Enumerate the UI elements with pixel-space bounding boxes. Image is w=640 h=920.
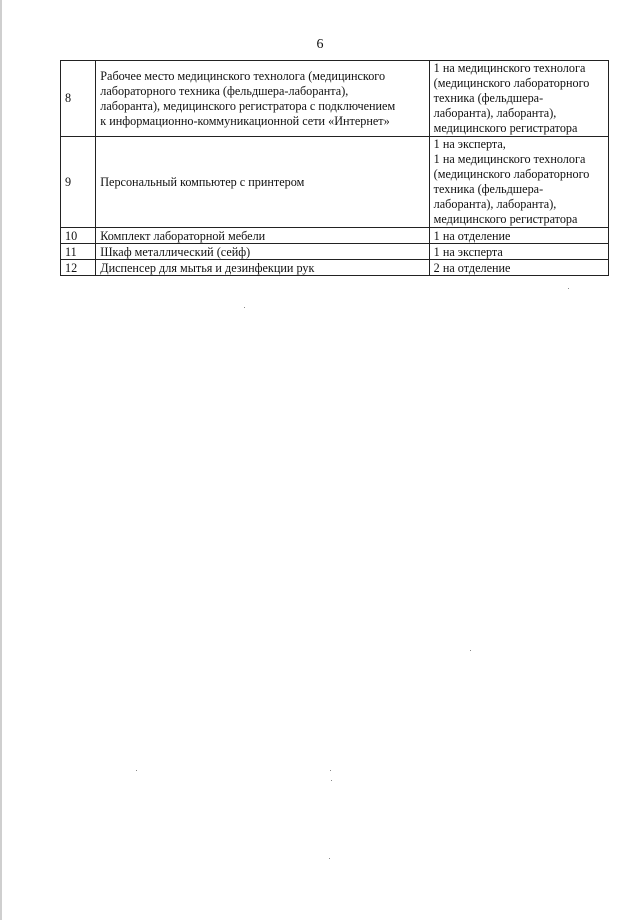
quantity-line: медицинского регистратора (433, 121, 578, 135)
quantity-line: 1 на медицинского технолога (433, 152, 586, 166)
quantity-line: (медицинского лабораторного (433, 167, 590, 181)
name-line: лабораторного техника (фельдшера-лаборанта), (100, 83, 349, 98)
table-row (61, 228, 609, 244)
table-row (61, 260, 609, 276)
table-row (61, 137, 609, 228)
row-number: 9 (61, 137, 96, 228)
equipment-name: Диспенсер для мытья и дезинфекции рук (96, 260, 429, 276)
equipment-quantity: 1 на отделение (429, 228, 608, 244)
page-number: 6 (316, 37, 324, 52)
quantity-line: техника (фельдшера- (433, 182, 544, 196)
equipment-name (96, 61, 429, 137)
table-row (61, 61, 609, 137)
quantity-line: (медицинского лабораторного (433, 76, 590, 90)
scan-edge (0, 0, 2, 920)
equipment-name: Комплект лабораторной мебели (96, 228, 429, 244)
quantity-line: лаборанта), лаборанта), (433, 106, 557, 120)
equipment-quantity (429, 137, 608, 228)
row-number: 8 (61, 61, 96, 137)
equipment-table (60, 60, 609, 276)
name-line: к информационно-коммуникационной сети «Интернет» (100, 113, 390, 128)
name-line: Рабочее место медицинского технолога (медицинского (100, 68, 386, 83)
row-number: 12 (61, 260, 96, 276)
name-line: Персональный компьютер с принтером (100, 174, 305, 189)
quantity-line: лаборанта), лаборанта), (433, 197, 557, 211)
name-line: лаборанта), медицинского регистратора с подключением (100, 98, 396, 113)
table-row (61, 244, 609, 260)
equipment-quantity (429, 61, 608, 137)
equipment-name (96, 137, 429, 228)
equipment-name: Шкаф металлический (сейф) (96, 244, 429, 260)
quantity-line: медицинского регистратора (433, 212, 578, 226)
quantity-line: 1 на эксперта, (433, 137, 506, 151)
quantity-line: техника (фельдшера- (433, 91, 544, 105)
equipment-quantity: 2 на отделение (429, 260, 608, 276)
row-number: 10 (61, 228, 96, 244)
row-number: 11 (61, 244, 96, 260)
quantity-line: 1 на медицинского технолога (433, 61, 586, 75)
equipment-quantity: 1 на эксперта (429, 244, 608, 260)
